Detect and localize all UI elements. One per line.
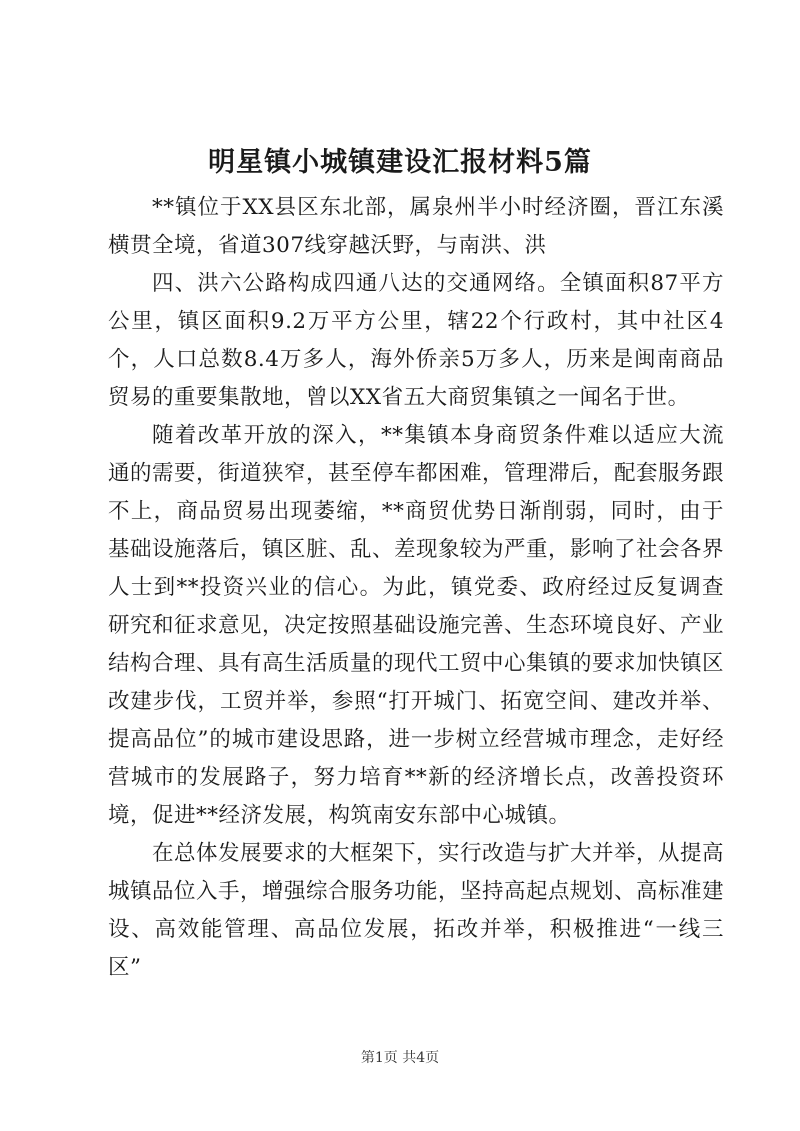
paragraph-framework: 在总体发展要求的大框架下，实行改造与扩大并举，从提高城镇品位入手，增强综合服务功能，坚持高起点规划、高标准建设、高效能管理、高品位发展，拓改并举，积极推进“一线三区”	[108, 841, 725, 980]
page-footer: 第1页 共4页	[360, 1050, 440, 1066]
paragraph-overview: 四、洪六公路构成四通八达的交通网络。全镇面积87平方公里，镇区面积9.2万平方公里，辖22个行政村，其中社区4个，人口总数8.4万多人，海外侨亲5万多人，历来是闽南商品贸易的重要集散地，曾以XX省五大商贸集镇之一闻名于世。	[108, 271, 724, 410]
paragraph-location: **镇位于XX县区东北部，属泉州半小时经济圈，晋江东溪横贯全境，省道307线穿越沃野，与南洪、洪	[108, 195, 724, 258]
document-body	[108, 189, 724, 987]
paragraph-background: 随着改革开放的深入，**集镇本身商贸条件难以适应大流通的需要，街道狭窄，甚至停车都困难，管理滞后，配套服务跟不上，商品贸易出现萎缩，**商贸优势日渐削弱，同时，由于基础设施落后，镇区脏、乱、差现象较为严重，影响了社会各界人士到**投资兴业的信心。为此，镇党委、政府经过反复调查研究和征求意见，决定按照基础设施完善、生态环境良好、产业结构合理、具有高生活质量的现代工贸中心集镇的要求加快镇区改建步伐，工贸并举，参照“打开城门、拓宽空间、建改并举、提高品位”的城市建设思路，进一步树立经营城市理念，走好经营城市的发展路子，努力培育**新的经济增长点，改善投资环境，促进**经济发展，构筑南安东部中心城镇。	[108, 423, 725, 828]
document-title: 明星镇小城镇建设汇报材料5篇	[208, 147, 592, 178]
